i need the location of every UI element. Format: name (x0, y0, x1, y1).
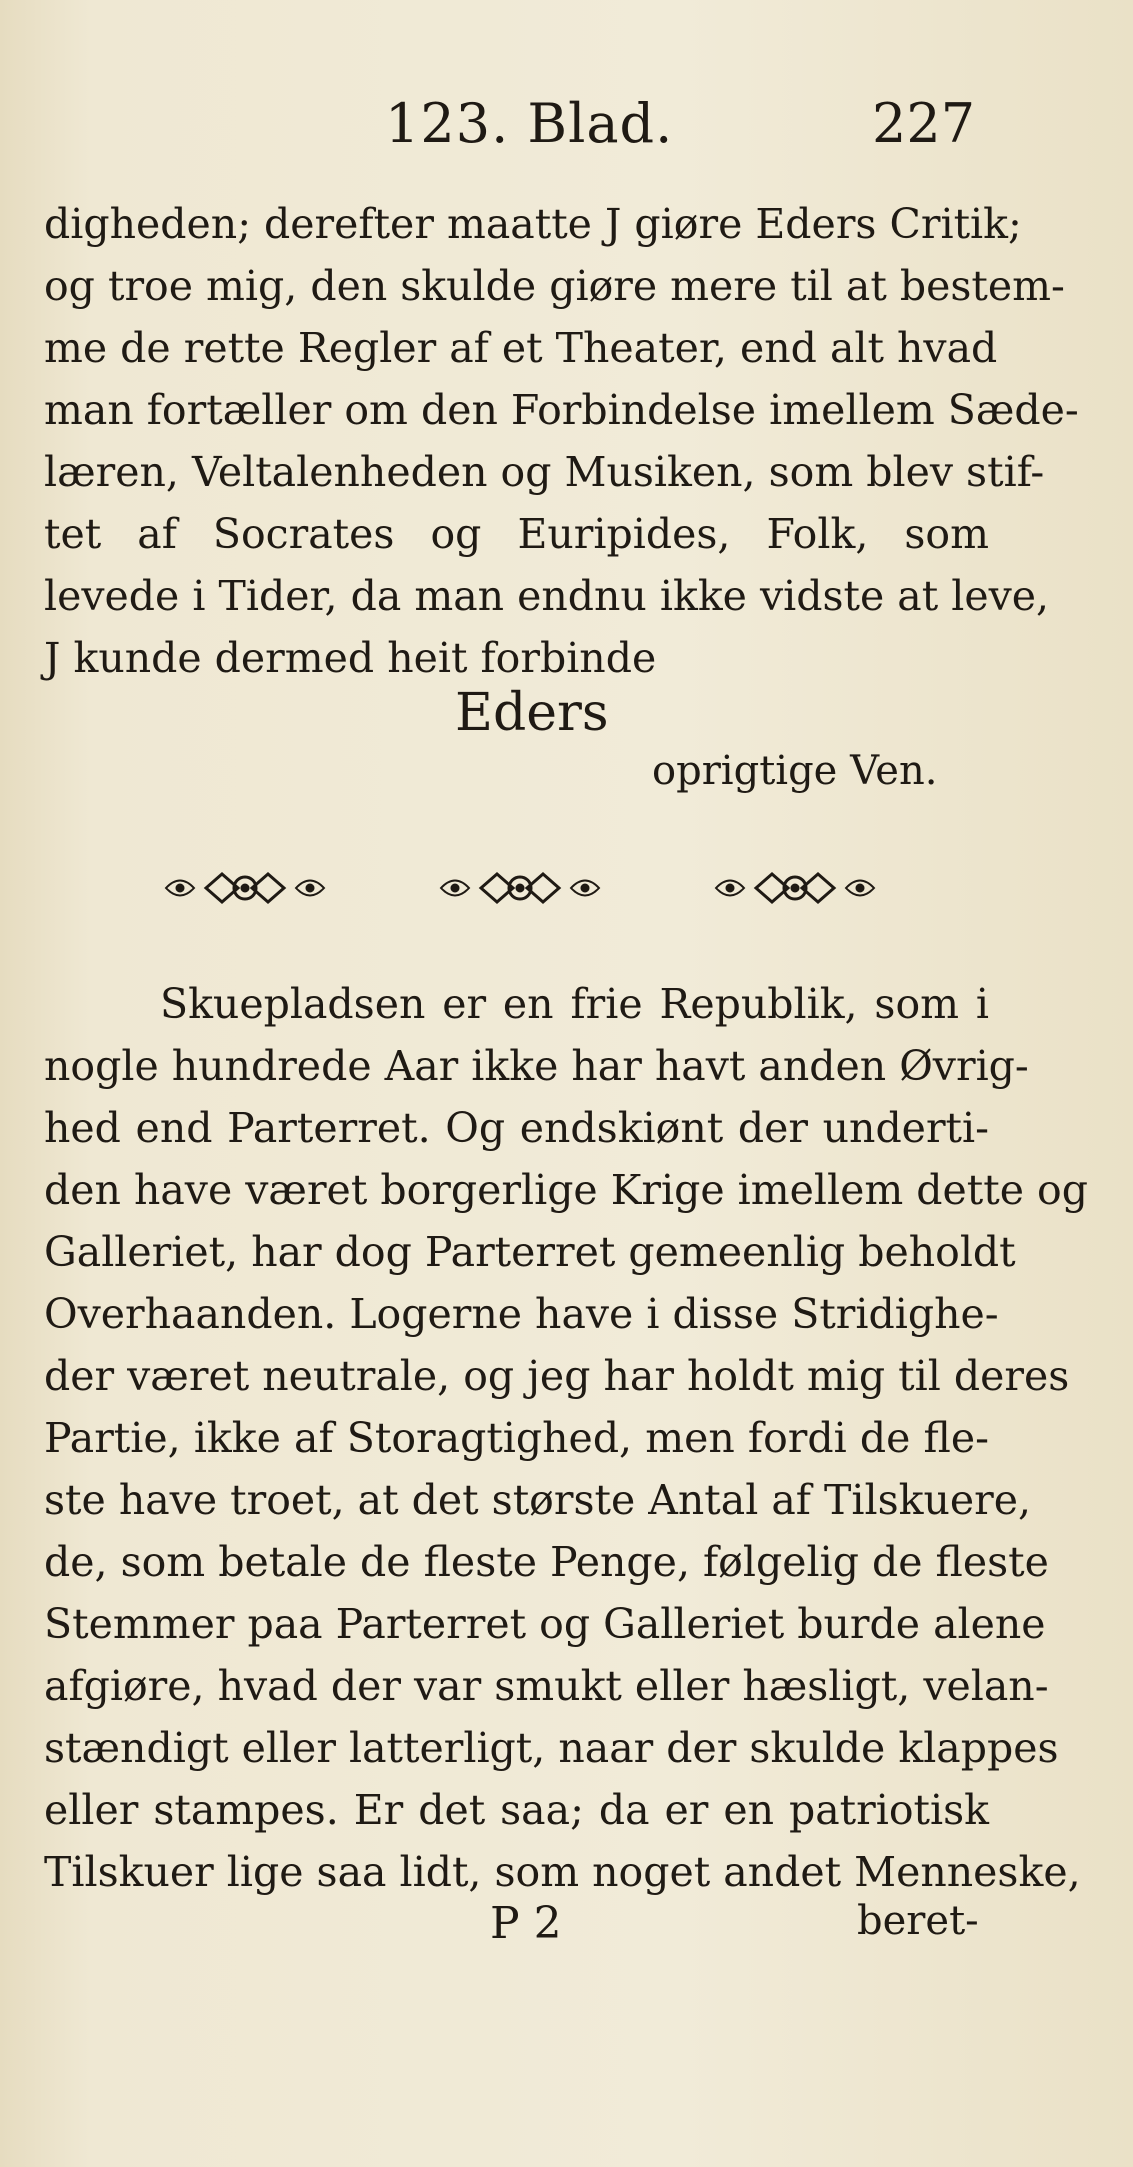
text-line: Partie, ikke af Storagtighed, men fordi de fle- (44, 1414, 989, 1462)
catchword: beret- (857, 1898, 979, 1944)
text-line: de, som betale de fleste Penge, følgelig de fleste (44, 1538, 1049, 1586)
text-line: og troe mig, den skulde giøre mere til at bestem- (44, 262, 1065, 310)
text-line: eller stampes. Er det saa; da er en patriotisk (44, 1786, 989, 1834)
page-number: 227 (872, 92, 976, 155)
text-line: me de rette Regler af et Theater, end alt hvad (44, 324, 998, 372)
fleuron-icon (435, 865, 605, 911)
fleuron-icon (160, 865, 330, 911)
letter-closing: Eders (455, 683, 609, 743)
text-line: Skuepladsen er en frie Republik, som i (160, 980, 989, 1028)
running-header (0, 92, 1133, 162)
text-line: hed end Parterret. Og endskiønt der underti- (44, 1104, 989, 1152)
signature-mark: P 2 (490, 1898, 562, 1949)
text-line: Tilskuer lige saa lidt, som noget andet Menneske, (44, 1848, 1081, 1896)
text-line: levede i Tider, da man endnu ikke vidste at leve, (44, 572, 1050, 620)
text-line: Stemmer paa Parterret og Galleriet burde alene (44, 1600, 1046, 1648)
text-line: ste have troet, at det største Antal af Tilskuere, (44, 1476, 1032, 1524)
text-line: nogle hundrede Aar ikke har havt anden Øvrig- (44, 1042, 1029, 1090)
running-title: 123. Blad. (385, 92, 674, 155)
text-line: den have været borgerlige Krige imellem dette og (44, 1166, 1088, 1214)
text-line: man fortæller om den Forbindelse imellem Sæde- (44, 386, 1079, 434)
text-line: digheden; derefter maatte J giøre Eders Critik; (44, 200, 1022, 248)
text-line: afgiøre, hvad der var smukt eller hæsligt, velan- (44, 1662, 1049, 1710)
letter-signature: oprigtige Ven. (652, 748, 938, 794)
text-line: Galleriet, har dog Parterret gemeenlig beholdt (44, 1228, 1016, 1276)
ornament-row (160, 865, 880, 915)
text-line: der været neutrale, og jeg har holdt mig til deres (44, 1352, 1070, 1400)
text-line: J kunde dermed heit forbinde (44, 634, 657, 682)
text-line: læren, Veltalenheden og Musiken, som blev stif- (44, 448, 1045, 496)
fleuron-icon (710, 865, 880, 911)
text-line: stændigt eller latterligt, naar der skulde klappes (44, 1724, 1059, 1772)
text-line: Overhaanden. Logerne have i disse Stridighe- (44, 1290, 999, 1338)
text-line: tet af Socrates og Euripides, Folk, som (44, 510, 989, 558)
